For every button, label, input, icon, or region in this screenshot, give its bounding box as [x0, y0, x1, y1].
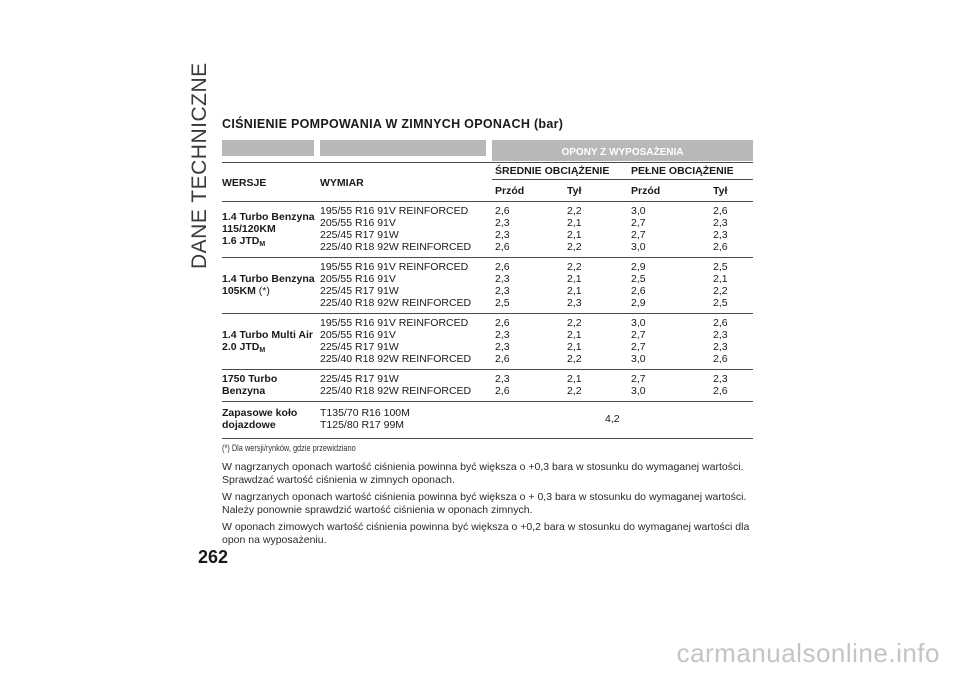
- pressure-value: 2,7: [631, 217, 646, 229]
- tire-size: 225/45 R17 91W: [320, 373, 399, 385]
- table-bottom-rule: [222, 438, 753, 439]
- row-divider: [222, 313, 753, 314]
- pressure-value: 2,6: [713, 385, 728, 397]
- pressure-value: 2,1: [567, 273, 582, 285]
- pressure-value: 2,6: [495, 317, 510, 329]
- pressure-value: 2,1: [567, 229, 582, 241]
- pressure-value: 2,7: [631, 373, 646, 385]
- pressure-value: 2,1: [567, 329, 582, 341]
- paragraph: W nagrzanych oponach wartość ciśnienia powinna być większa o +0,3 bara w stosunku do wymaganej wartości. Sprawdzać wartość ciśnienia w zimnych oponach.: [222, 461, 744, 486]
- pressure-value: 2,3: [495, 273, 510, 285]
- pressure-value: 2,2: [567, 353, 582, 365]
- tire-size: 225/45 R17 91W: [320, 341, 399, 353]
- tire-size: 195/55 R16 91V REINFORCED: [320, 261, 469, 273]
- pressure-value: 4,2: [605, 413, 620, 425]
- header-band-middle: [320, 140, 486, 156]
- tire-size: 205/55 R16 91V: [320, 217, 396, 229]
- pressure-value: 2,3: [495, 341, 510, 353]
- pressure-value: 2,3: [713, 217, 728, 229]
- pressure-value: 2,3: [713, 229, 728, 241]
- pressure-value: 2,7: [631, 341, 646, 353]
- version-label: dojazdowe: [222, 419, 276, 431]
- version-label: Zapasowe koło: [222, 407, 298, 419]
- row-divider: [222, 257, 753, 258]
- header-rear-medium: Tył: [567, 185, 582, 197]
- header-divider: [492, 179, 753, 180]
- version-label: 115/120KM: [222, 223, 276, 235]
- pressure-value: 2,3: [713, 373, 728, 385]
- pressure-value: 2,6: [495, 241, 510, 253]
- header-versions: WERSJE: [222, 177, 267, 189]
- row-divider: [222, 369, 753, 370]
- version-label: Benzyna: [222, 385, 266, 397]
- pressure-value: 2,2: [567, 241, 582, 253]
- header-rear-full: Tył: [713, 185, 728, 197]
- header-front-medium: Przód: [495, 185, 525, 197]
- tire-size: 225/40 R18 92W REINFORCED: [320, 385, 472, 397]
- pressure-value: 3,0: [631, 241, 646, 253]
- pressure-value: 2,6: [495, 261, 510, 273]
- pressure-value: 3,0: [631, 385, 646, 397]
- pressure-value: 2,3: [713, 329, 728, 341]
- pressure-value: 2,6: [713, 241, 728, 253]
- pressure-value: 2,2: [567, 261, 582, 273]
- pressure-value: 2,6: [713, 317, 728, 329]
- pressure-value: 2,6: [495, 353, 510, 365]
- tire-size: T125/80 R17 99M: [320, 419, 405, 431]
- header-bottom-rule: [222, 201, 753, 202]
- version-label: 1.4 Turbo Benzyna: [222, 273, 315, 285]
- tire-size: 225/45 R17 91W: [320, 285, 399, 297]
- tire-size: 195/55 R16 91V REINFORCED: [320, 205, 469, 217]
- pressure-value: 2,2: [567, 317, 582, 329]
- pressure-value: 2,5: [713, 297, 728, 309]
- pressure-value: 2,3: [713, 341, 728, 353]
- tire-size: 205/55 R16 91V: [320, 329, 396, 341]
- tire-size: 205/55 R16 91V: [320, 273, 396, 285]
- section-title-vertical: DANE TECHNICZNE: [188, 62, 211, 269]
- header-band-left: [222, 140, 314, 156]
- pressure-value: 2,5: [631, 273, 646, 285]
- pressure-value: 3,0: [631, 353, 646, 365]
- page-title: CIŚNIENIE POMPOWANIA W ZIMNYCH OPONACH (bar): [222, 117, 564, 131]
- version-label: 1.4 Turbo Benzyna: [222, 211, 315, 223]
- pressure-value: 2,1: [567, 373, 582, 385]
- version-label: 1.4 Turbo Multi Air: [222, 329, 313, 341]
- pressure-value: 2,5: [713, 261, 728, 273]
- pressure-value: 2,7: [631, 229, 646, 241]
- pressure-value: 2,1: [713, 273, 728, 285]
- pressure-value: 2,9: [631, 261, 646, 273]
- pressure-value: 3,0: [631, 317, 646, 329]
- pressure-value: 2,6: [713, 353, 728, 365]
- pressure-value: 2,3: [495, 217, 510, 229]
- row-divider: [222, 401, 753, 402]
- version-label: 105KM (*): [222, 285, 270, 297]
- version-label: 1750 Turbo: [222, 373, 278, 385]
- pressure-value: 2,9: [631, 297, 646, 309]
- tire-size: T135/70 R16 100M: [320, 407, 410, 419]
- header-full-load: PEŁNE OBCIĄŻENIE: [631, 165, 734, 177]
- header-size: WYMIAR: [320, 177, 364, 189]
- header-front-full: Przód: [631, 185, 661, 197]
- pressure-value: 2,6: [713, 205, 728, 217]
- header-band-title: OPONY Z WYPOSAŻENIA: [492, 140, 753, 161]
- pressure-value: 2,7: [631, 329, 646, 341]
- pressure-value: 2,6: [495, 205, 510, 217]
- tire-size: 225/40 R18 92W REINFORCED: [320, 353, 472, 365]
- tire-size: 195/55 R16 91V REINFORCED: [320, 317, 469, 329]
- pressure-value: 2,2: [567, 205, 582, 217]
- tire-size: 225/40 R18 92W REINFORCED: [320, 241, 472, 253]
- pressure-value: 2,2: [567, 385, 582, 397]
- tire-size: 225/40 R18 92W REINFORCED: [320, 297, 472, 309]
- tire-size: 225/45 R17 91W: [320, 229, 399, 241]
- pressure-value: 2,3: [495, 373, 510, 385]
- pressure-value: 2,3: [495, 229, 510, 241]
- pressure-value: 3,0: [631, 205, 646, 217]
- pressure-value: 2,6: [495, 385, 510, 397]
- paragraph: W nagrzanych oponach wartość ciśnienia powinna być większa o + 0,3 bara w stosunku do wymaganej wartości. Należy ponownie sprawdzić wartość ciśnienia w oponach zimnych.: [222, 491, 747, 516]
- pressure-value: 2,6: [631, 285, 646, 297]
- pressure-value: 2,3: [495, 329, 510, 341]
- version-label: 1.6 $JTD_M$: [222, 235, 266, 248]
- pressure-value: 2,3: [495, 285, 510, 297]
- header-medium-load: ŚREDNIE OBCIĄŻENIE: [495, 165, 610, 177]
- pressure-value: 2,1: [567, 217, 582, 229]
- pressure-value: 2,2: [713, 285, 728, 297]
- footnote: (*) Dla wersji/rynków, gdzie przewidziano: [222, 443, 356, 453]
- page-number: 262: [198, 547, 229, 567]
- pressure-value: 2,3: [567, 297, 582, 309]
- version-label: 2.0 $JTD_M$: [222, 341, 266, 354]
- side-section-label: [183, 62, 213, 270]
- header-top-rule: [222, 162, 753, 163]
- pressure-value: 2,5: [495, 297, 510, 309]
- pressure-table: [222, 138, 753, 438]
- pressure-value: 2,1: [567, 341, 582, 353]
- paragraph: W oponach zimowych wartość ciśnienia powinna być większa o +0,2 bara w stosunku do wymaganej wartości dla opon na wyposażeniu.: [222, 521, 750, 546]
- pressure-value: 2,1: [567, 285, 582, 297]
- watermark: carmanualsonline.info: [676, 638, 940, 668]
